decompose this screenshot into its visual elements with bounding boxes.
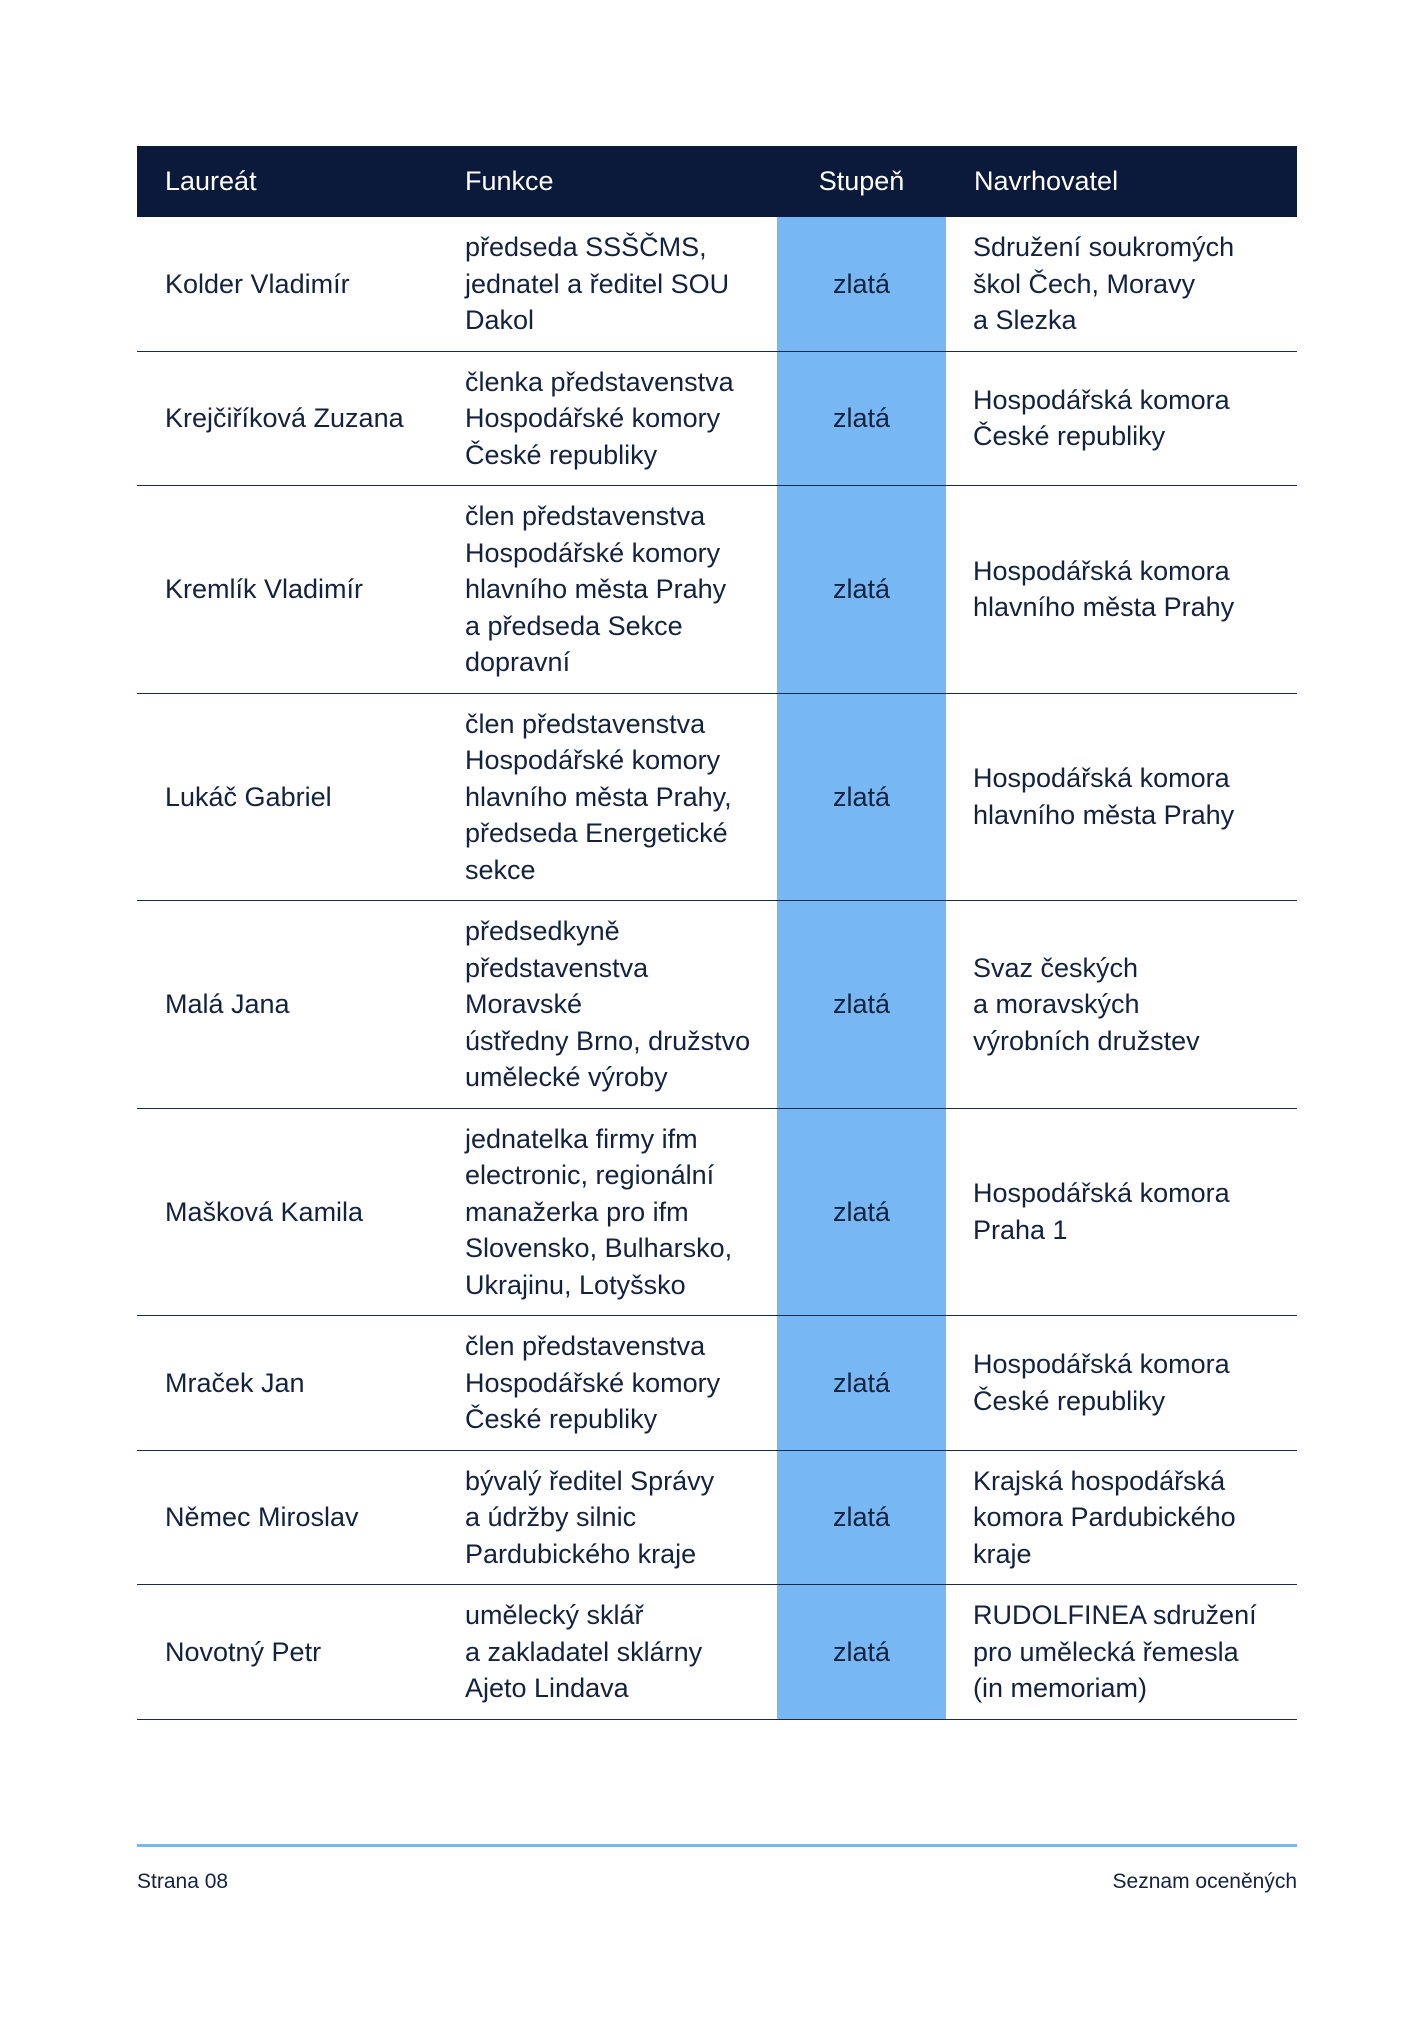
function-line: Hospodářské komory [465, 537, 721, 568]
function-line: předseda Energetické [465, 818, 728, 848]
laureate-function [437, 486, 777, 694]
laureate-grade: zlatá [777, 1108, 946, 1316]
page-number: Strana 08 [137, 1870, 229, 1893]
nominator-line: Sdružení soukromých [973, 232, 1235, 262]
header-function: Funkce [437, 146, 777, 217]
nominator-line: Hospodářská komora [973, 384, 1230, 415]
function-line: a údržby silnic [465, 1502, 637, 1532]
laureate-name: Malá Jana [137, 901, 437, 1109]
nominator-line: RUDOLFINEA sdružení [973, 1600, 1257, 1630]
laureate-function [437, 1108, 777, 1316]
function-line: umělecké výroby [465, 1062, 668, 1092]
laureate-function [437, 351, 777, 486]
laureate-name: Němec Miroslav [137, 1450, 437, 1585]
function-line: člen představenstva [465, 708, 706, 739]
function-line: bývalý ředitel Správy [465, 1465, 715, 1496]
table-row [137, 486, 1297, 694]
function-line: hlavního města Prahy [465, 574, 727, 604]
nominator-line: a moravských [973, 989, 1140, 1019]
nominator-line: komora Pardubického [973, 1502, 1236, 1532]
laureate-function [437, 1450, 777, 1585]
function-line: dopravní [465, 647, 571, 677]
nominator-line: škol Čech, Moravy [973, 268, 1196, 299]
header-nominator: Navrhovatel [946, 146, 1297, 217]
laureate-nominator [946, 351, 1297, 486]
function-line: a zakladatel sklárny [465, 1636, 703, 1667]
function-line: Pardubického kraje [465, 1538, 697, 1569]
nominator-line: Praha 1 [973, 1214, 1068, 1245]
function-line: hlavního města Prahy, [465, 781, 732, 812]
nominator-line: pro umělecká řemesla [973, 1636, 1239, 1667]
function-line: představenstva Moravské [465, 952, 649, 1019]
laureate-name: Mašková Kamila [137, 1108, 437, 1316]
function-line: předseda SSŠČMS, [465, 232, 707, 262]
laureate-nominator [946, 486, 1297, 694]
laureate-function [437, 217, 777, 351]
laureate-name: Novotný Petr [137, 1585, 437, 1720]
nominator-line: České republiky [973, 421, 1166, 452]
laureate-nominator [946, 1450, 1297, 1585]
function-line: sekce [465, 854, 536, 885]
function-line: člen představenstva [465, 501, 706, 531]
nominator-line: hlavního města Prahy [973, 592, 1235, 623]
nominator-line: Hospodářská komora [973, 763, 1230, 794]
function-line: electronic, regionální [465, 1160, 715, 1190]
nominator-line: Svaz českých [973, 952, 1139, 983]
table-row [137, 1108, 1297, 1316]
table-row [137, 1585, 1297, 1720]
function-line: jednatel a ředitel SOU [465, 268, 730, 299]
table-header [137, 146, 1297, 217]
nominator-line: Krajská hospodářská [973, 1465, 1226, 1496]
nominator-line: kraje [973, 1538, 1032, 1569]
function-line: předsedkyně [465, 916, 620, 946]
laureate-grade: zlatá [777, 1316, 946, 1451]
laureate-name: Krejčiříková Zuzana [137, 351, 437, 486]
laureate-nominator [946, 693, 1297, 901]
laureate-function [437, 1585, 777, 1720]
laureate-name: Mraček Jan [137, 1316, 437, 1451]
nominator-line: České republiky [973, 1385, 1166, 1416]
function-line: Ajeto Lindava [465, 1673, 629, 1703]
header-grade: Stupeň [777, 146, 946, 217]
laureate-name: Lukáč Gabriel [137, 693, 437, 901]
table-row [137, 351, 1297, 486]
nominator-line: hlavního města Prahy [973, 799, 1235, 830]
laureate-nominator [946, 217, 1297, 351]
function-line: Dakol [465, 305, 535, 335]
laureate-nominator [946, 901, 1297, 1109]
laureates-table [137, 146, 1297, 1720]
nominator-line: a Slezka [973, 305, 1077, 335]
laureate-grade: zlatá [777, 351, 946, 486]
table-row [137, 693, 1297, 901]
function-line: Hospodářské komory [465, 745, 721, 775]
footer-divider [137, 1844, 1297, 1847]
table-row [137, 901, 1297, 1109]
laureate-nominator [946, 1316, 1297, 1451]
laureate-function [437, 901, 777, 1109]
table-row [137, 1316, 1297, 1451]
function-line: členka představenstva [465, 366, 734, 397]
laureate-grade: zlatá [777, 901, 946, 1109]
laureate-nominator [946, 1585, 1297, 1720]
laureate-grade: zlatá [777, 217, 946, 351]
function-line: ústředny Brno, družstvo [465, 1025, 751, 1056]
header-laureate: Laureát [137, 146, 437, 217]
function-line: Ukrajinu, Lotyšsko [465, 1269, 686, 1300]
table-body [137, 217, 1297, 1719]
table-row [137, 217, 1297, 351]
nominator-line: Hospodářská komora [973, 1178, 1230, 1209]
function-line: umělecký sklář [465, 1600, 644, 1630]
section-title: Seznam oceněných [1112, 1870, 1297, 1893]
laureate-nominator [946, 1108, 1297, 1316]
function-line: Hospodářské komory [465, 403, 721, 433]
function-line: České republiky [465, 1404, 658, 1434]
laureate-name: Kolder Vladimír [137, 217, 437, 351]
header-row [137, 146, 1297, 217]
laureate-function [437, 1316, 777, 1451]
function-line: jednatelka firmy ifm [465, 1123, 698, 1154]
nominator-line: výrobních družstev [973, 1025, 1200, 1056]
function-line: Hospodářské komory [465, 1367, 721, 1398]
table-row [137, 1450, 1297, 1585]
laureate-grade: zlatá [777, 1450, 946, 1585]
laureate-name: Kremlík Vladimír [137, 486, 437, 694]
function-line: České republiky [465, 439, 658, 470]
laureate-grade: zlatá [777, 1585, 946, 1720]
laureate-grade: zlatá [777, 693, 946, 901]
nominator-line: (in memoriam) [973, 1673, 1148, 1703]
function-line: člen představenstva [465, 1331, 706, 1361]
function-line: a předseda Sekce [465, 610, 683, 641]
function-line: Slovensko, Bulharsko, [465, 1233, 733, 1263]
laureate-grade: zlatá [777, 486, 946, 694]
nominator-line: Hospodářská komora [973, 1349, 1230, 1380]
nominator-line: Hospodářská komora [973, 555, 1230, 586]
function-line: manažerka pro ifm [465, 1196, 689, 1227]
laureate-function [437, 693, 777, 901]
